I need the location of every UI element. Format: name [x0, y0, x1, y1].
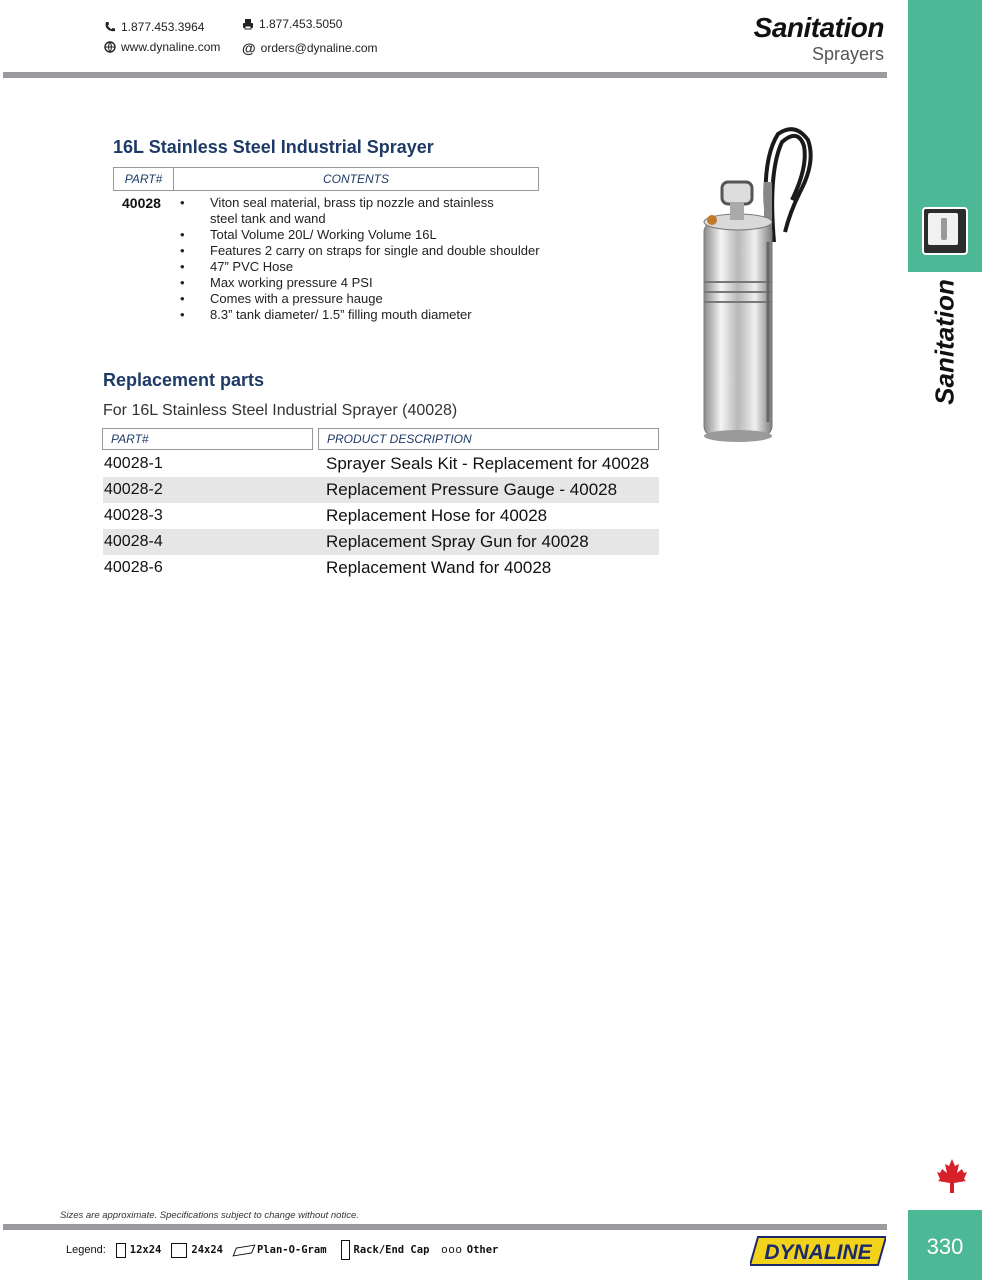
footnote: Sizes are approximate. Specifications subject to change without notice. [60, 1210, 359, 1221]
feature-item: • Features 2 carry on straps for single and double shoulder [180, 243, 540, 259]
col-contents-header: CONTENTS [174, 168, 539, 191]
feature-item: • 8.3” tank diameter/ 1.5” filling mouth diameter [180, 307, 540, 323]
feature-item: • Total Volume 20L/ Working Volume 16L [180, 227, 540, 243]
phone-contact [104, 20, 204, 34]
category-title: Sanitation [753, 12, 884, 43]
description-cell: Replacement Spray Gun for 40028 [326, 532, 589, 551]
phone-icon [104, 21, 116, 33]
legend-24x24: 24x24 [191, 1244, 223, 1256]
description-cell: Replacement Wand for 40028 [326, 558, 552, 577]
sprayer-thumbnail-icon [922, 207, 968, 255]
description-cell: Replacement Pressure Gauge - 40028 [326, 480, 618, 499]
plan-o-gram-icon [232, 1244, 255, 1256]
table-row [103, 529, 659, 555]
website-link[interactable]: www.dynaline.com [121, 40, 221, 54]
fax-contact [242, 17, 342, 31]
maple-leaf-icon [936, 1158, 968, 1194]
email-contact [242, 40, 378, 56]
table-row [103, 503, 659, 529]
sidebar-label: Sanitation [929, 279, 960, 405]
other-icon: ooo [441, 1244, 463, 1256]
replacement-title: Replacement parts [103, 370, 265, 390]
sidebar-tab [908, 0, 982, 272]
feature-item: • Viton seal material, brass tip nozzle and stainless [180, 195, 540, 211]
replacement-subtitle: For 16L Stainless Steel Industrial Sprayer (40028) [103, 402, 458, 419]
table-row [103, 451, 659, 477]
part-cell: 40028-2 [104, 481, 163, 498]
rp-col-desc-header: PRODUCT DESCRIPTION [318, 428, 659, 450]
shelf-24x24-icon [171, 1243, 187, 1258]
feature-item: • Max working pressure 4 PSI [180, 275, 540, 291]
legend-other: Other [466, 1244, 499, 1256]
legend-plan-o-gram: Plan-O-Gram [256, 1244, 327, 1256]
product-part-number: 40028 [122, 195, 161, 211]
part-cell: 40028-6 [104, 559, 163, 576]
part-cell: 40028-4 [104, 533, 163, 550]
subcategory-title: Sprayers [811, 44, 884, 64]
feature-list [180, 195, 540, 323]
page-number: 330 [926, 1234, 964, 1259]
description-cell: Replacement Hose for 40028 [326, 506, 548, 525]
description-cell: Sprayer Seals Kit - Replacement for 40028 [326, 454, 650, 473]
globe-icon [104, 41, 116, 53]
header-divider [3, 72, 887, 78]
fax-icon [242, 18, 254, 30]
page-number-box [908, 1210, 982, 1280]
part-cell: 40028-3 [104, 507, 163, 524]
table-row [103, 555, 659, 581]
phone-number: 1.877.453.3964 [121, 20, 205, 34]
sprayer-product-image [690, 122, 820, 446]
email-link[interactable]: orders@dynaline.com [260, 41, 378, 55]
col-part-header: PART# [114, 168, 174, 191]
shelf-12x24-icon [116, 1243, 126, 1258]
website-contact [104, 40, 220, 54]
spec-table-header [113, 167, 539, 191]
legend [66, 1240, 498, 1260]
fax-number: 1.877.453.5050 [259, 17, 343, 31]
legend-12x24: 12x24 [129, 1244, 162, 1256]
feature-item: • Comes with a pressure hauge [180, 291, 540, 307]
legend-rack-end-cap: Rack/End Cap [353, 1244, 430, 1256]
dynaline-logo [750, 1236, 886, 1266]
feature-item-continued: steel tank and wand [210, 211, 326, 226]
feature-item: • 47” PVC Hose [180, 259, 540, 275]
part-cell: 40028-1 [104, 455, 163, 472]
legend-label: Legend: [66, 1244, 106, 1256]
at-icon: @ [242, 40, 256, 56]
footer-divider [3, 1224, 887, 1230]
rp-col-part-header: PART# [102, 428, 313, 450]
brand-text: DYNALINE [764, 1241, 872, 1264]
table-row [103, 477, 659, 503]
rack-end-cap-icon [341, 1240, 350, 1260]
product-title: 16L Stainless Steel Industrial Sprayer [113, 137, 434, 157]
